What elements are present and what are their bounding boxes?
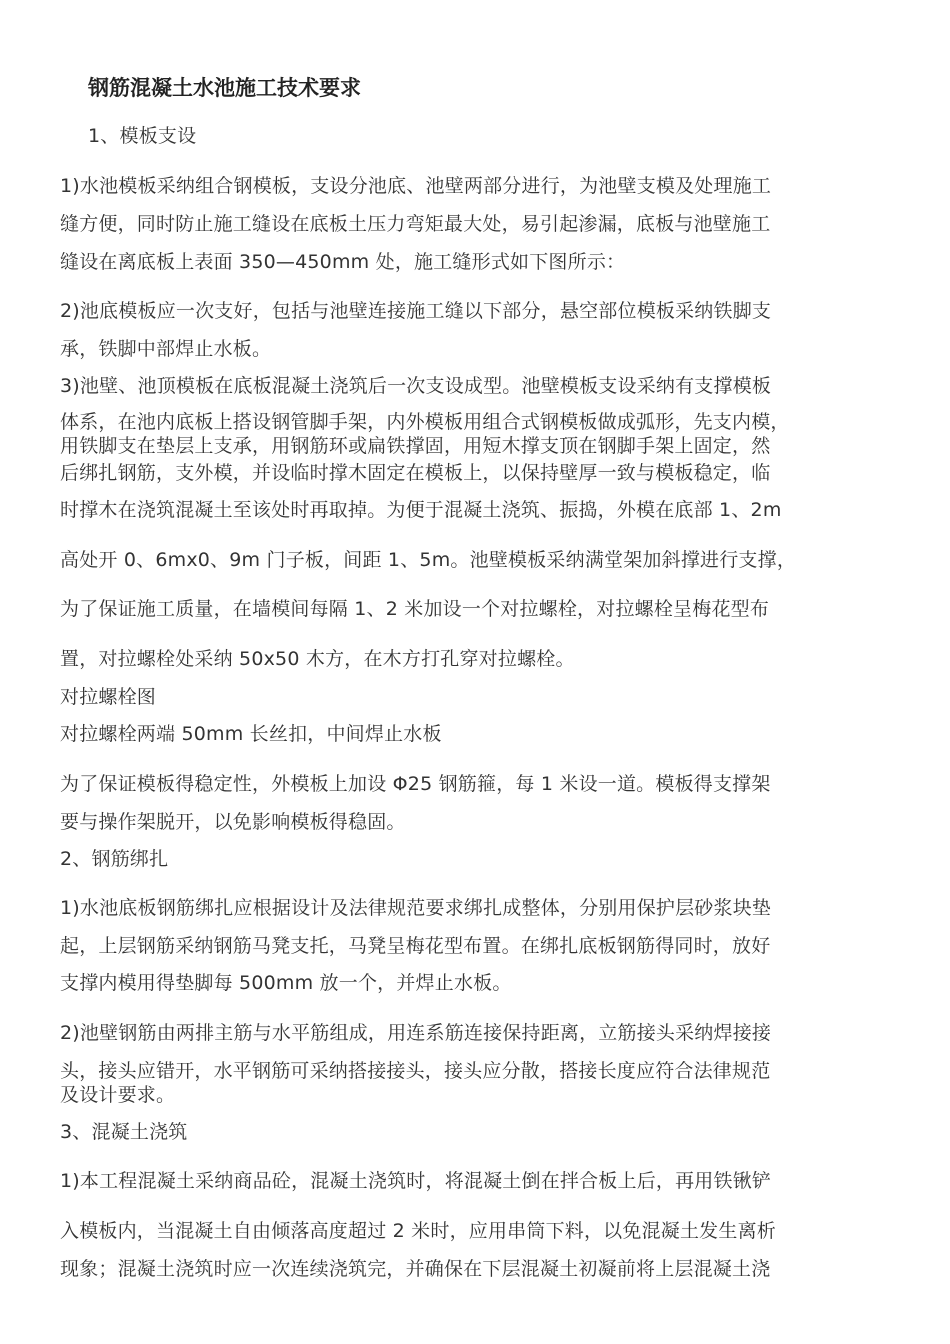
paragraph-line: 置，对拉螺栓处采纳 50x50 木方，在木方打孔穿对拉螺栓。 [60,648,575,670]
document-title: 钢筋混凝土水池施工技术要求 [88,76,361,100]
paragraph-line: 现象；混凝土浇筑时应一次连续浇筑完，并确保在下层混凝土初凝前将上层混凝土浇 [60,1258,771,1280]
section-heading-rebar: 2、钢筋绑扎 [60,848,169,870]
paragraph-line: 承，铁脚中部焊止水板。 [60,338,272,360]
paragraph-line: 起，上层钢筋采纳钢筋马凳支托，马凳呈梅花型布置。在绑扎底板钢筋得同时，放好 [60,935,771,957]
paragraph-line: 高处开 0、6mx0、9m 门子板，间距 1、5m。池壁模板采纳满堂架加斜撑进行支撑， [60,549,797,571]
paragraph-line: 缝方便，同时防止施工缝设在底板土压力弯矩最大处，易引起渗漏，底板与池壁施工 [60,213,771,235]
paragraph-line: 1)水池底板钢筋绑扎应根据设计及法律规范要求绑扎成整体，分别用保护层砂浆块垫 [60,897,772,919]
paragraph-line: 缝设在离底板上表面 350—450mm 处，施工缝形式如下图所示： [60,251,626,273]
section-heading-formwork: 1、模板支设 [88,125,197,147]
paragraph-line: 1)水池模板采纳组合钢模板，支设分池底、池壁两部分进行，为池壁支模及处理施工 [60,175,772,197]
paragraph-line: 及设计要求。 [60,1084,176,1106]
paragraph-line: 要与操作架脱开，以免影响模板得稳固。 [60,811,406,833]
paragraph-line: 支撑内模用得垫脚每 500mm 放一个，并焊止水板。 [60,972,512,994]
paragraph-line: 对拉螺栓两端 50mm 长丝扣，中间焊止水板 [60,723,442,745]
paragraph-line: 入模板内，当混凝土自由倾落高度超过 2 米时，应用串筒下料，以免混凝土发生离析 [60,1220,776,1242]
paragraph-line: 用铁脚支在垫层上支承，用钢筋环或扁铁撑固，用短木撑支顶在钢脚手架上固定，然 [60,435,771,457]
paragraph-line: 体系，在池内底板上搭设钢管脚手架，内外模板用组合式钢模板做成弧形，先支内模， [60,411,790,433]
paragraph-line: 时撑木在浇筑混凝土至该处时再取掉。为便于混凝土浇筑、振捣，外模在底部 1、2m [60,499,782,521]
paragraph-line: 3)池壁、池顶模板在底板混凝土浇筑后一次支设成型。池壁模板支设采纳有支撑模板 [60,375,772,397]
paragraph-line: 为了保证模板得稳定性，外模板上加设 Φ25 钢筋箍，每 1 米设一道。模板得支撑架 [60,773,771,795]
paragraph-line: 1)本工程混凝土采纳商品砼，混凝土浇筑时，将混凝土倒在拌合板上后，再用铁锹铲 [60,1170,772,1192]
section-heading-concrete: 3、混凝土浇筑 [60,1121,188,1143]
paragraph-line: 为了保证施工质量，在墙模间每隔 1、2 米加设一个对拉螺栓，对拉螺栓呈梅花型布 [60,598,770,620]
paragraph-line: 2)池底模板应一次支好，包括与池壁连接施工缝以下部分，悬空部位模板采纳铁脚支 [60,300,772,322]
paragraph-line: 2)池壁钢筋由两排主筋与水平筋组成，用连系筋连接保持距离，立筋接头采纳焊接接 [60,1022,772,1044]
paragraph-line: 后绑扎钢筋，支外模，并设临时撑木固定在模板上，以保持壁厚一致与模板稳定，临 [60,462,771,484]
figure-caption: 对拉螺栓图 [60,686,157,708]
paragraph-line: 头，接头应错开，水平钢筋可采纳搭接接头，接头应分散，搭接长度应符合法律规范 [60,1060,771,1082]
